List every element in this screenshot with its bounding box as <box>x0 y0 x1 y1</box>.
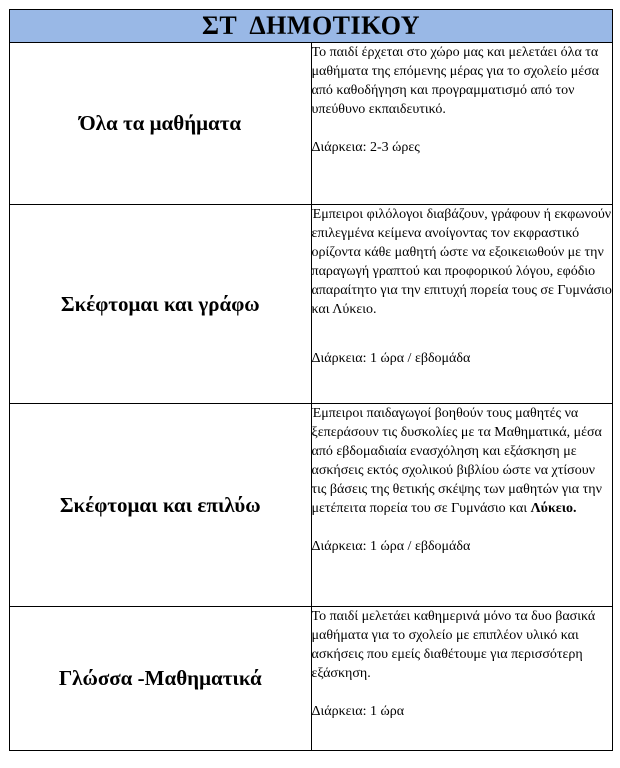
table-row <box>10 43 613 205</box>
subject-cell: Σκέφτομαι και επιλύω <box>10 404 312 607</box>
description-cell <box>311 607 613 751</box>
duration-text: Διάρκεια: 1 ώρα <box>311 704 405 719</box>
table-row <box>10 404 613 607</box>
subject-cell: Σκέφτομαι και γράφω <box>10 205 312 404</box>
subject-cell: Όλα τα μαθήματα <box>10 43 312 205</box>
description-cell <box>311 205 613 404</box>
description-text: Το παιδί έρχεται στο χώρο μας και μελετάει όλα τα μαθήματα της επόμενης μέρας για το σχολείο μέσα από καθοδήγηση και προγραμματισμό από τον υπεύθυνο εκπαιδευτικό. <box>311 45 600 117</box>
table-title: ΣΤ ΔΗΜΟΤΙΚΟΥ <box>10 10 613 43</box>
description-text: Το παιδί μελετάει καθημερινά μόνο τα δυο βασικά μαθήματα για το σχολείο με επιπλέον υλικό και ασκήσεις που εμείς διαθέτουμε για περισσότερη εξάσκηση. <box>311 609 596 681</box>
description-cell <box>311 43 613 205</box>
description-text: Έμπειροι φιλόλογοι διαβάζουν, γράφουν ή εκφωνούν επιλεγμένα κείμενα ανοίγοντας τον εκφραστικό ορίζοντα κάθε μαθητή ώστε να εξοικειωθούν με την παραγωγή γραπτού και προφορικού λόγου, εφόδιο απαραίτητο για την επιτυχή πορεία τους σε Γυμνάσιο και Λύκειο. <box>311 207 612 317</box>
description-bold-word: Λύκειο. <box>530 501 577 516</box>
table-row <box>10 607 613 751</box>
subject-cell: Γλώσσα -Μαθηματικά <box>10 607 312 751</box>
table-row <box>10 205 613 404</box>
schedule-table <box>9 9 613 751</box>
duration-text: Διάρκεια: 2-3 ώρες <box>311 140 420 155</box>
description-cell <box>311 404 613 607</box>
duration-text: Διάρκεια: 1 ώρα / εβδομάδα <box>311 539 471 554</box>
duration-text: Διάρκεια: 1 ώρα / εβδομάδα <box>311 351 471 366</box>
title-row <box>10 10 613 43</box>
description-text <box>312 404 613 518</box>
description-main: Έμπειροι παιδαγωγοί βοηθούν τους μαθητές να ξεπεράσουν τις δυσκολίες με τα Μαθηματικά, μέσα από εβδομαδιαία ενασχόληση και εξάσκηση με ασκήσεις εκτός σχολικού βιβλίου ώστε να χτίσουν τις βάσεις της θετικής σκέψης των μαθητών για την μετέπειτα πορεία του σε Γυμνάσιο και <box>311 406 602 516</box>
